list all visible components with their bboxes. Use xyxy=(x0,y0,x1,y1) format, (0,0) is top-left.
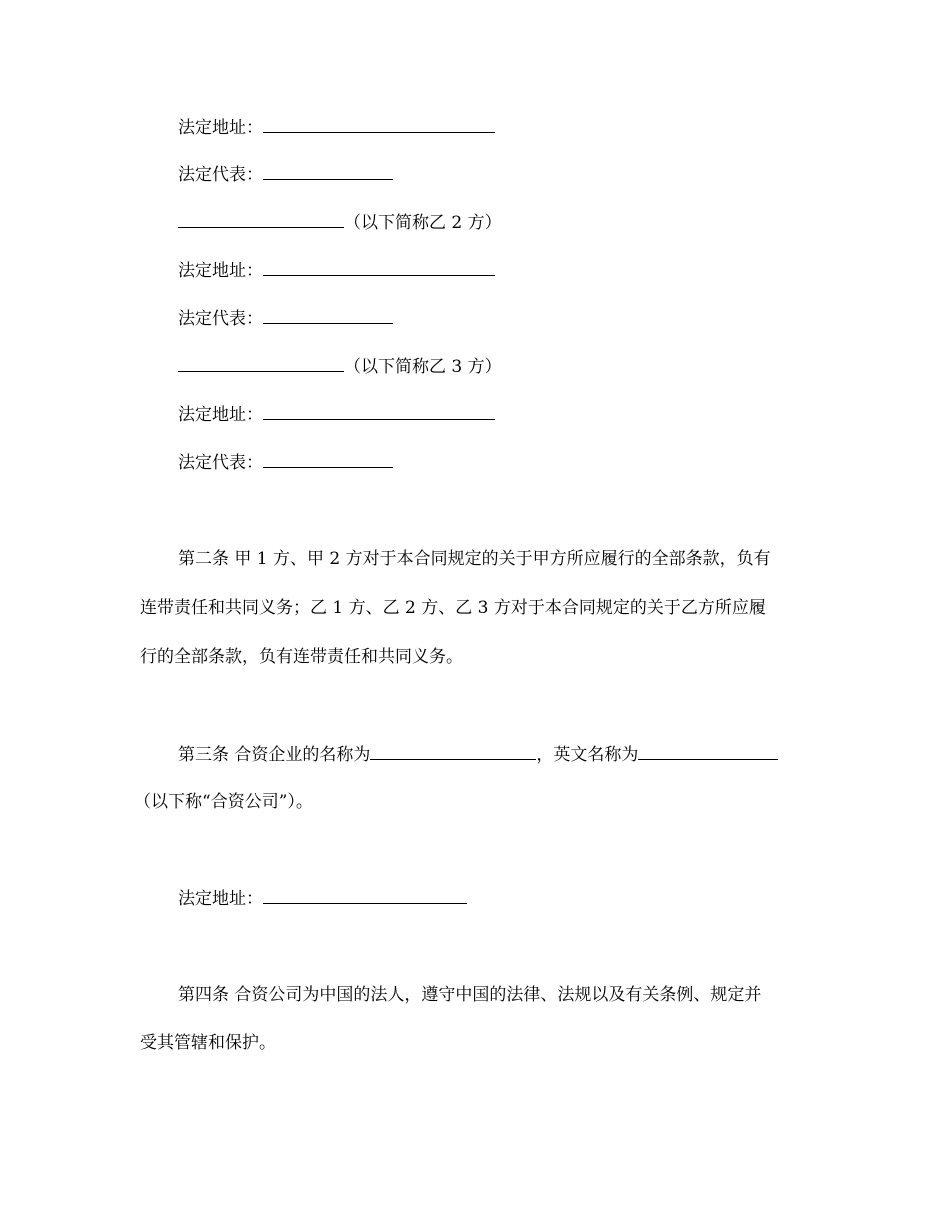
representative-label: 法定代表： xyxy=(178,165,263,185)
article-3-english-name-label: ，英文名称为 xyxy=(536,745,639,765)
english-name-blank xyxy=(638,743,778,760)
party-b3-abbreviation: （以下简称乙 3 方） xyxy=(344,357,502,377)
jv-address-blank xyxy=(263,887,467,904)
representative-label: 法定代表： xyxy=(178,309,263,329)
address-blank xyxy=(263,403,495,420)
party-name-blank xyxy=(178,211,344,228)
representative-blank xyxy=(263,163,393,180)
address-label: 法定地址： xyxy=(178,261,263,281)
article-4-line-1: 第四条 合资公司为中国的法人，遵守中国的法律、法规以及有关条例、规定并 xyxy=(178,985,762,1005)
party-representative-row-1 xyxy=(178,163,393,183)
address-label: 法定地址： xyxy=(178,889,263,909)
article-2-line-2: 连带责任和共同义务；乙 1 方、乙 2 方、乙 3 方对于本合同规定的关于乙方所应履 xyxy=(140,598,766,618)
address-label: 法定地址： xyxy=(178,118,263,138)
article-2-line-1: 第二条 甲 1 方、甲 2 方对于本合同规定的关于甲方所应履行的全部条款，负有 xyxy=(178,549,771,569)
party-name-blank xyxy=(178,355,344,372)
party-representative-row-3 xyxy=(178,451,393,471)
party-b3-name-row xyxy=(178,355,502,375)
address-blank xyxy=(263,116,495,133)
party-b2-abbreviation: （以下简称乙 2 方） xyxy=(344,213,502,233)
article-3-line-1 xyxy=(178,743,778,763)
company-name-blank xyxy=(370,743,536,760)
address-blank xyxy=(263,259,495,276)
representative-label: 法定代表： xyxy=(178,453,263,473)
party-representative-row-2 xyxy=(178,307,393,327)
jv-address-row xyxy=(178,887,467,907)
article-3-prefix: 第三条 合资企业的名称为 xyxy=(178,745,371,765)
address-label: 法定地址： xyxy=(178,405,263,425)
article-3-line-2: （以下称“合资公司”）。 xyxy=(134,792,313,812)
party-address-row-2 xyxy=(178,259,495,279)
representative-blank xyxy=(263,307,393,324)
representative-blank xyxy=(263,451,393,468)
article-4-line-2: 受其管辖和保护。 xyxy=(140,1033,276,1053)
party-address-row-1 xyxy=(178,116,495,136)
party-b2-name-row xyxy=(178,211,502,231)
article-2-line-3: 行的全部条款，负有连带责任和共同义务。 xyxy=(140,647,463,667)
party-address-row-3 xyxy=(178,403,495,423)
